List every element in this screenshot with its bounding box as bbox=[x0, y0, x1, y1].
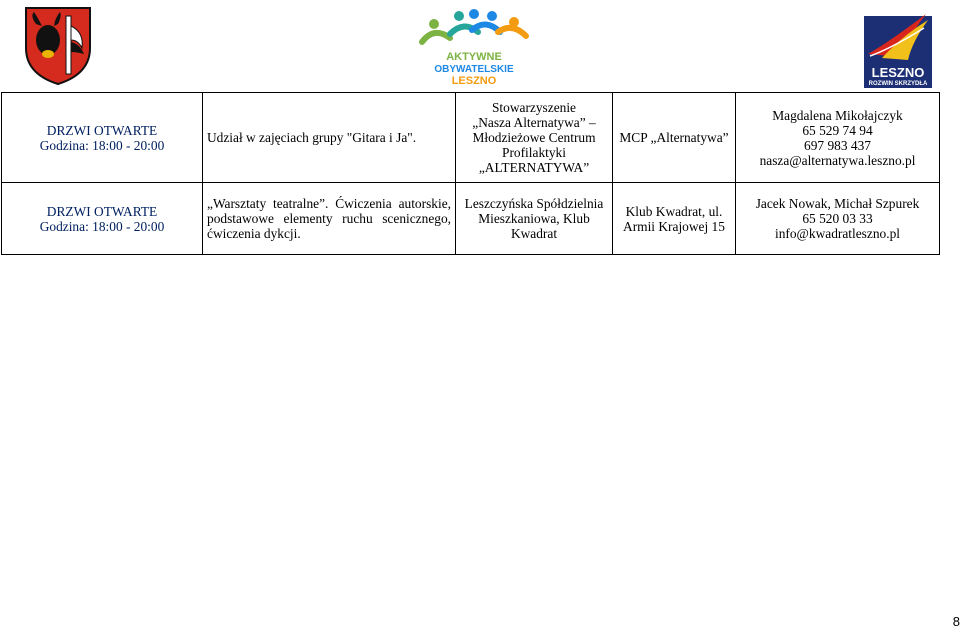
event-contact-cell bbox=[736, 93, 940, 183]
event-organizer-cell bbox=[456, 93, 613, 183]
events-table bbox=[1, 92, 940, 255]
event-description: „Warsztaty teatralne”. Ćwiczenia autorskie, podstawowe elementy ruchu scenicznego, ćwiczenia dykcji. bbox=[203, 183, 456, 255]
event-hours: Godzina: 18:00 - 20:00 bbox=[39, 218, 165, 234]
organizer-line: Stowarzyszenie bbox=[491, 100, 577, 115]
contact-email[interactable]: info@kwadratleszno.pl bbox=[774, 226, 900, 241]
organizer-line: „Nasza Alternatywa” – bbox=[472, 115, 596, 130]
contact-phone: 65 520 03 33 bbox=[802, 211, 873, 226]
contact-name: Jacek Nowak, Michał Szpurek bbox=[755, 196, 920, 211]
ao-logo-line3: LESZNO bbox=[451, 75, 497, 87]
place-line: Armii Krajowej 15 bbox=[623, 218, 725, 234]
organizer-line: „ALTERNATYWA” bbox=[478, 160, 590, 175]
event-place-cell bbox=[613, 93, 736, 183]
page-header bbox=[0, 0, 960, 92]
event-organizer-cell bbox=[456, 183, 613, 255]
event-time-cell bbox=[2, 183, 203, 255]
organizer-line: Leszczyńska Spółdzielnia bbox=[464, 196, 604, 211]
contact-email[interactable]: nasza@alternatywa.leszno.pl bbox=[759, 152, 916, 168]
event-description: Udział w zajęciach grupy "Gitara i Ja". bbox=[203, 93, 456, 183]
leszno-logo-tagline: ROZWIN SKRZYDŁA bbox=[868, 81, 928, 87]
leszno-city-logo bbox=[862, 10, 934, 90]
organizer-line: Kwadrat bbox=[510, 226, 558, 241]
organizer-line: Młodzieżowe Centrum bbox=[472, 130, 596, 145]
event-contact-cell bbox=[736, 183, 940, 255]
event-type: DRZWI OTWARTE bbox=[46, 203, 158, 219]
leszno-logo-name: LESZNO bbox=[871, 65, 925, 80]
ao-logo-line2: OBYWATELSKIE bbox=[434, 64, 514, 75]
contact-phone: 697 983 437 bbox=[804, 137, 871, 153]
page-number: 8 bbox=[952, 614, 960, 629]
event-type: DRZWI OTWARTE bbox=[46, 122, 158, 138]
ao-logo-line1: AKTYWNE bbox=[446, 51, 502, 63]
aktywne-obywatelskie-leszno-logo bbox=[414, 8, 534, 88]
event-time-cell bbox=[2, 93, 203, 183]
event-hours: Godzina: 18:00 - 20:00 bbox=[39, 137, 165, 153]
organizer-line: Profilaktyki bbox=[502, 145, 566, 160]
place-line: MCP „Alternatywa” bbox=[619, 130, 729, 145]
contact-name: Magdalena Mikołajczyk bbox=[772, 107, 903, 123]
table-row bbox=[2, 93, 940, 183]
leszno-coat-of-arms bbox=[22, 4, 94, 86]
event-place-cell bbox=[613, 183, 736, 255]
table-row bbox=[2, 183, 940, 255]
organizer-line: Mieszkaniowa, Klub bbox=[478, 211, 590, 226]
place-line: Klub Kwadrat, ul. bbox=[625, 203, 723, 219]
contact-phone: 65 529 74 94 bbox=[802, 122, 873, 138]
